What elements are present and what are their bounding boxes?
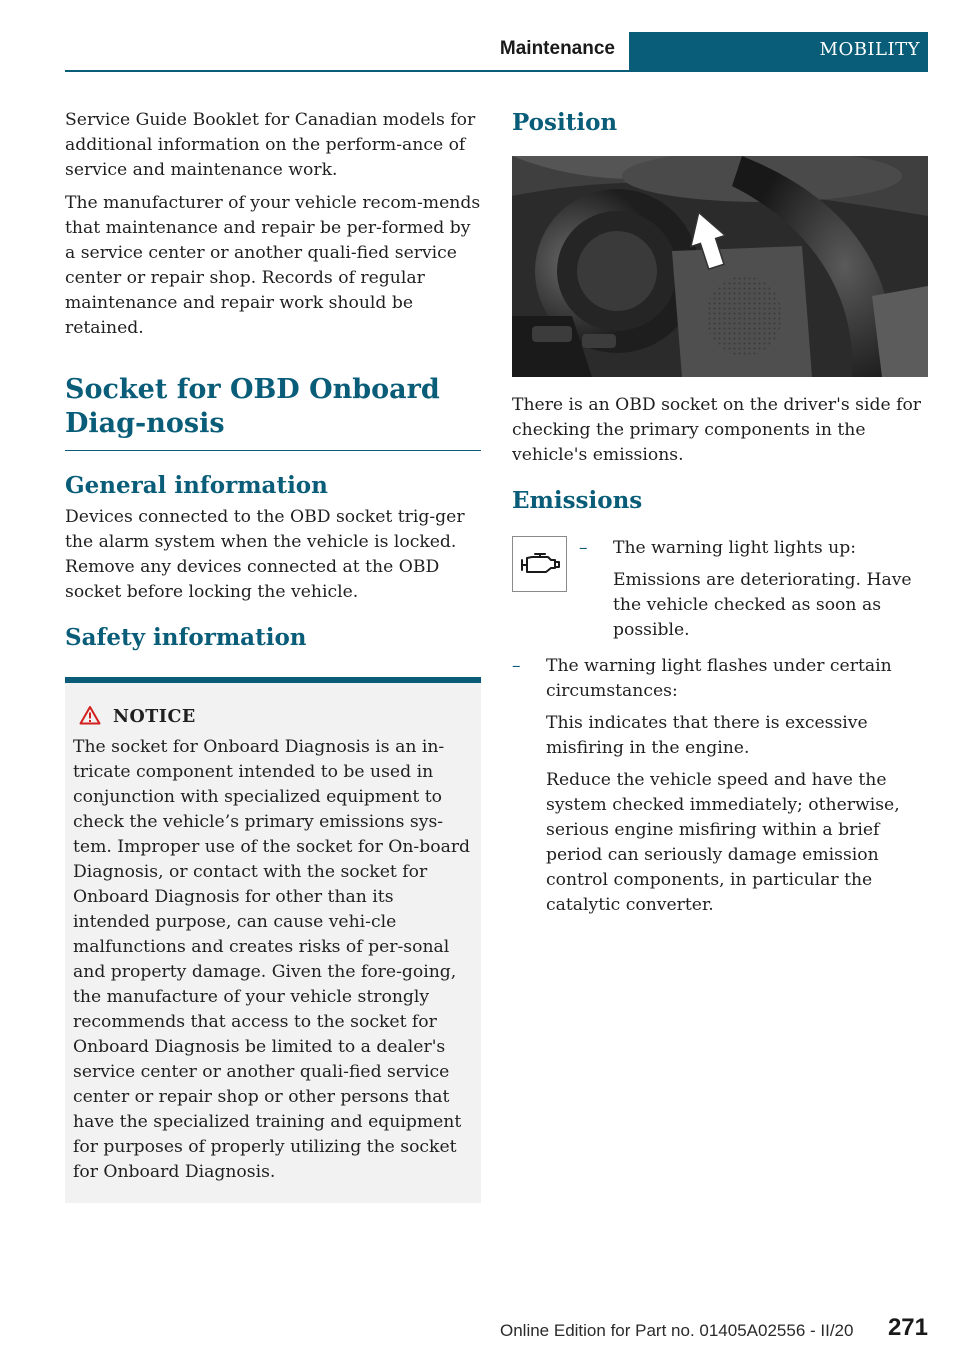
obd-socket-position-photo (512, 156, 928, 377)
emissions-item-2 (512, 654, 928, 925)
list-dash: – (579, 538, 588, 558)
section-title-rule (65, 450, 481, 451)
list-item-line: The warning light lights up: (613, 538, 857, 558)
left-column (65, 108, 481, 1203)
page-number: 271 (887, 1314, 928, 1341)
intro-paragraph-2: The manufacturer of your vehicle recom‐mends that maintenance and repair be per‐formed by a service center or another quali‐fied service center or repair shop. Records of regular maintenance and repair work should be retained. (65, 193, 481, 338)
notice-header (79, 705, 473, 729)
section-title: Socket for OBD Onboard Diag‐nosis (65, 374, 440, 439)
list-item-detail: This indicates that there is excessive misfiring in the engine. (546, 713, 868, 758)
warning-triangle-icon (79, 705, 101, 729)
notice-title: NOTICE (113, 707, 196, 727)
list-item (579, 536, 928, 650)
position-heading: Position (512, 109, 618, 136)
emissions-heading: Emissions (512, 487, 643, 514)
edition-text: Online Edition for Part no. 01405A02556 - II/20 (500, 1321, 854, 1340)
position-text: There is an OBD socket on the driver's side for checking the primary components in the vehicle's emissions. (512, 395, 922, 465)
list-item-detail: Emissions are deteriorating. Have the vehicle checked as soon as possible. (613, 570, 912, 640)
intro-paragraph-1: Service Guide Booklet for Canadian models for additional information on the perform‐ance of service and maintenance work. (65, 110, 476, 180)
list-dash: – (512, 656, 521, 676)
header-chapter-tab: MOBILITY (629, 32, 928, 70)
notice-text: The socket for Onboard Diagnosis is an in‐tricate component intended to be used in conjunction with specialized equipment to check the vehicle’s primary emissions sys‐tem. Improper use of the socket for On‐board Diagnosis, or contact with the socket for Onboard Diagnosis for other than its intended purpose, can cause vehi‐cle malfunctions and creates risks of per‐sonal and property damage. Given the fore‐going, the manufacture of your vehicle strongly recommends that access to the socket for Onboard Diagnosis be limited to a dealer's service center or another quali‐fied service center or repair shop or other persons that have the specialized training and equipment for purposes of properly utilizing the socket for Onboard Diagnosis. (73, 737, 471, 1182)
general-information-heading: General information (65, 472, 328, 499)
check-engine-icon (512, 536, 567, 592)
page-footer (500, 1314, 928, 1344)
notice-box (65, 677, 481, 1203)
general-information-text: Devices connected to the OBD socket trig‐ger the alarm system when the vehicle is locked. Remove any devices connected at the OBD socket before locking the vehicle. (65, 507, 465, 602)
safety-information-heading: Safety information (65, 624, 307, 651)
header-section-label: Maintenance (499, 38, 615, 59)
right-column (512, 108, 928, 925)
page-header (65, 32, 928, 72)
header-rule (65, 70, 928, 72)
emissions-item-1 (512, 536, 928, 650)
list-item-detail-2: Reduce the vehicle speed and have the system checked immediately; otherwise, serious engine misfiring within a brief period can seriously damage emission control components, in particular the catalytic converter. (546, 770, 900, 915)
list-item-line: The warning light flashes under certain circumstances: (546, 656, 892, 701)
